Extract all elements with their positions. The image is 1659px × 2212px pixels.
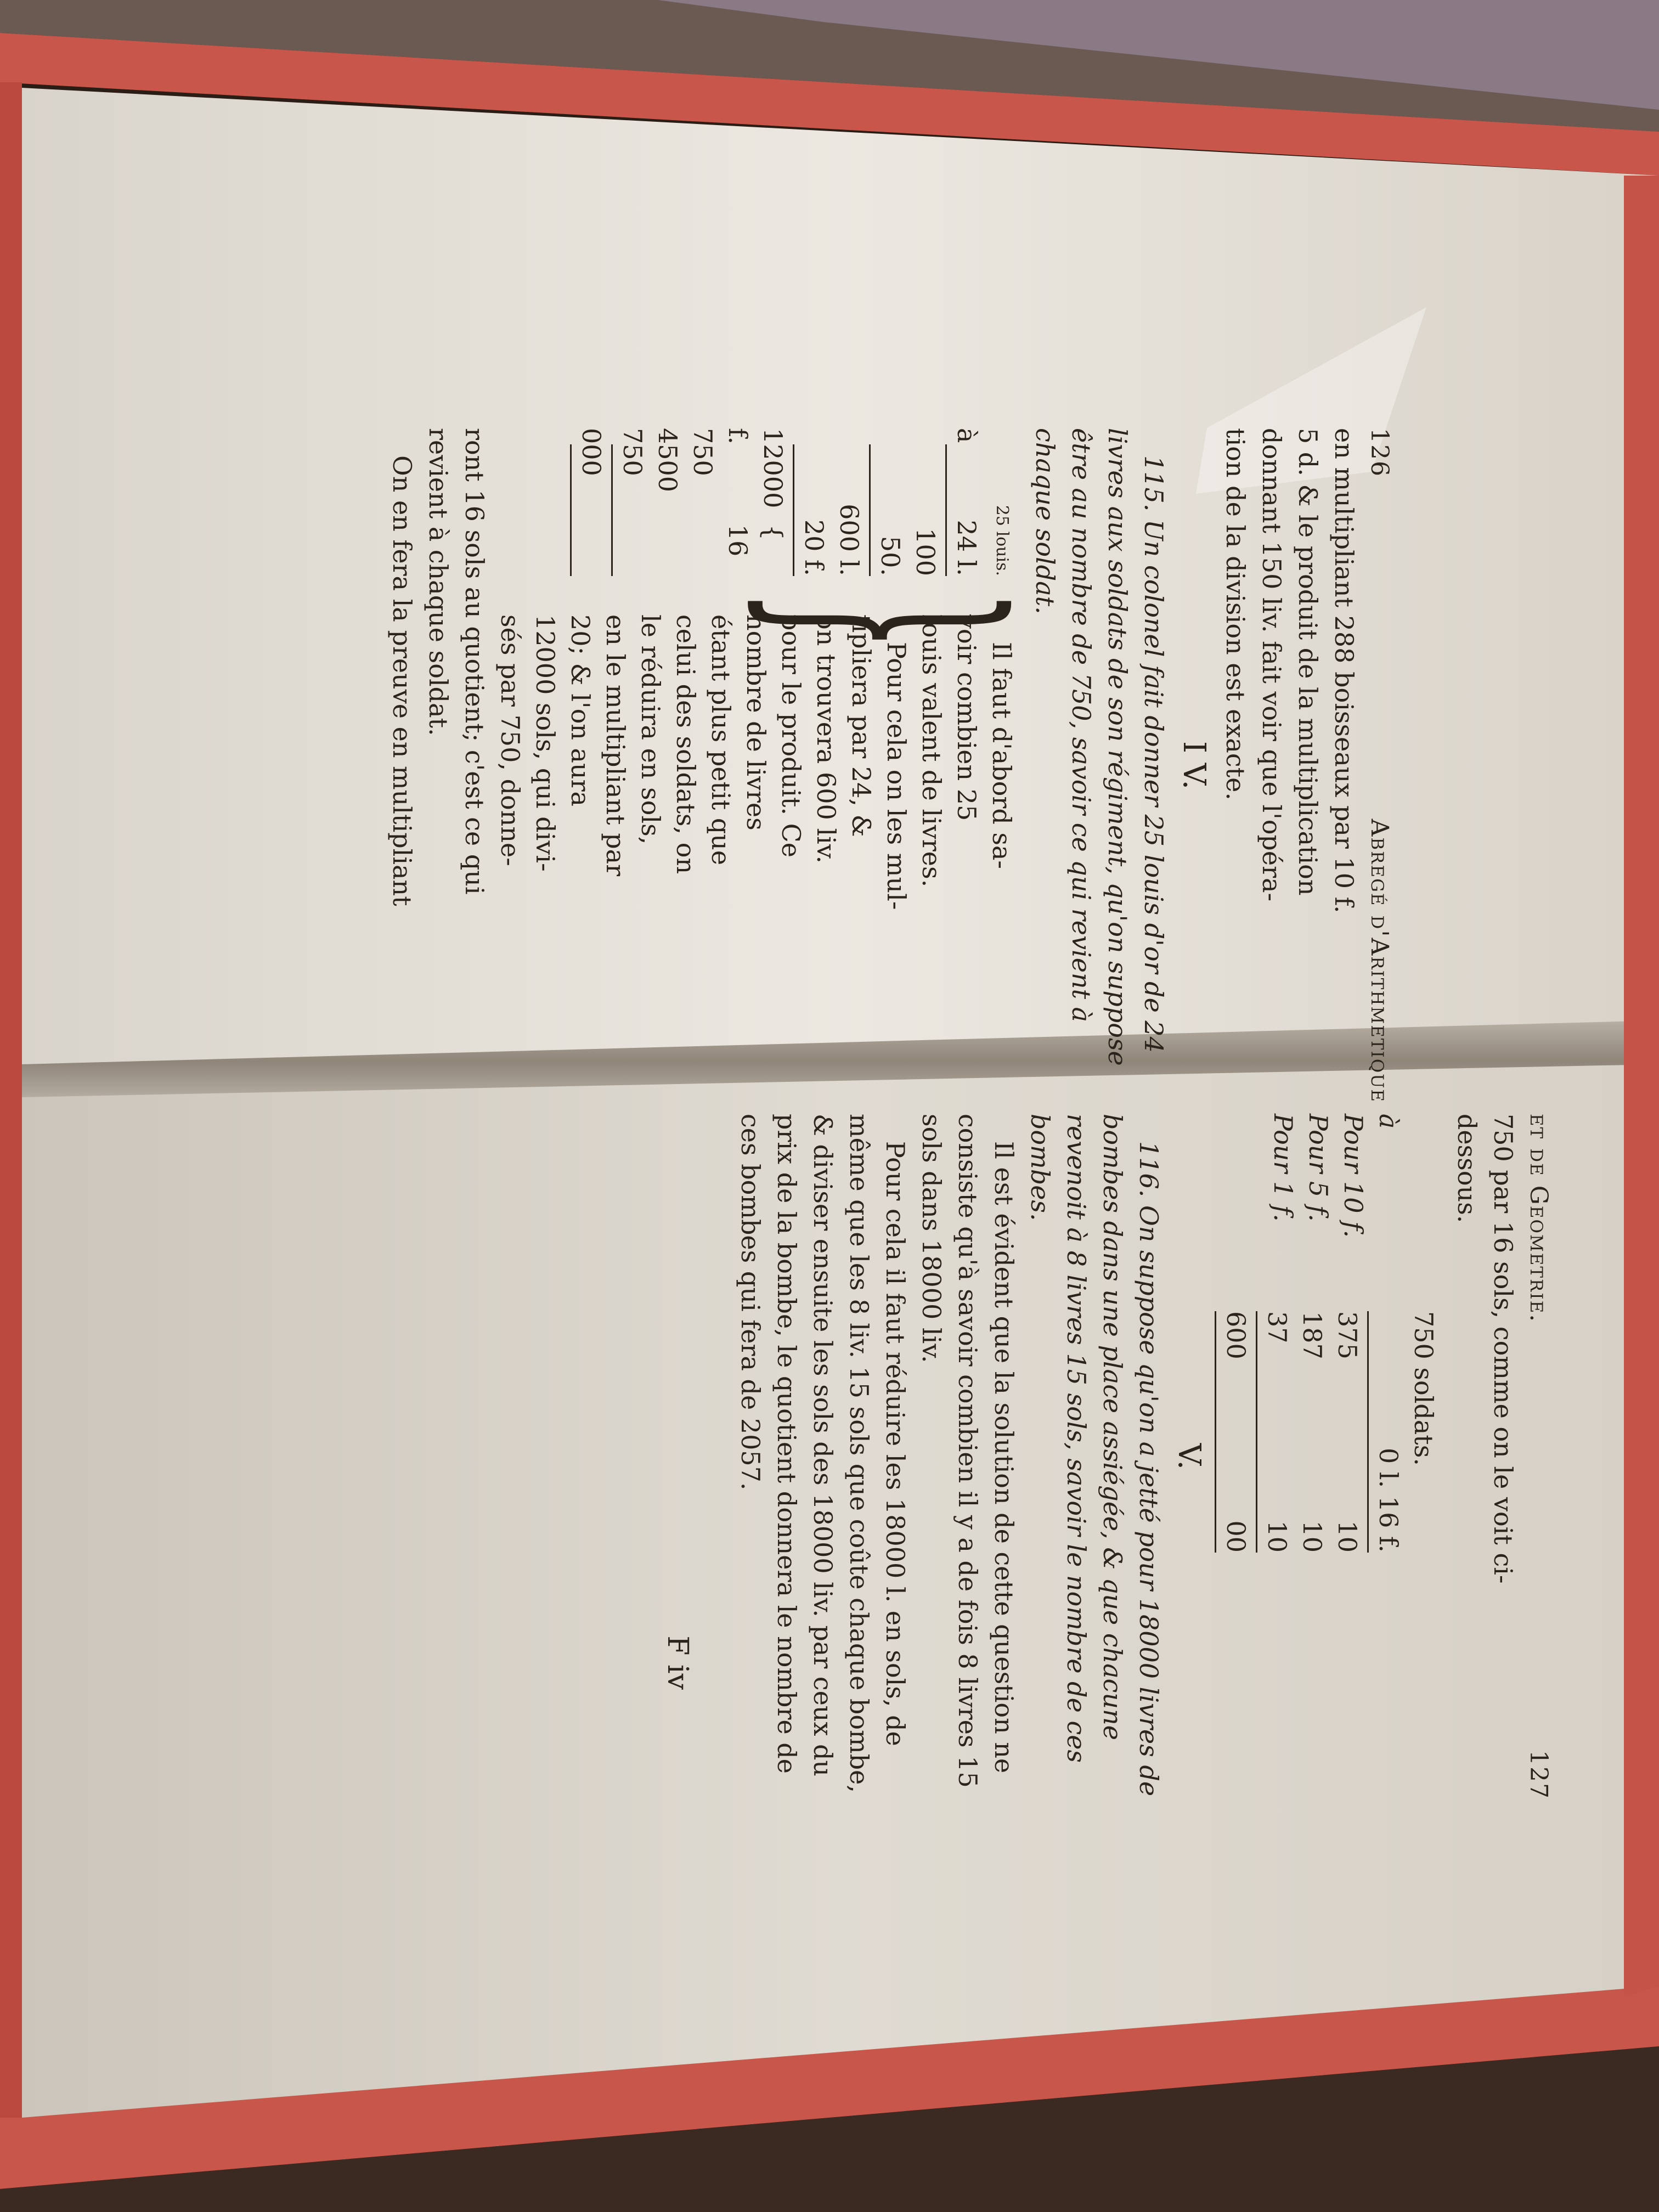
right-intro-line: dessous. [1452, 1114, 1482, 1223]
left-closing-line: ront 16 sols au quotient; c'est ce qui [460, 428, 489, 895]
right-calc-labels: à Pour 10 f. Pour 5 f. Pour 1 f. [1268, 1114, 1403, 1238]
calc-row: à 24 l. [952, 428, 981, 576]
calc-row: 187 10 [1297, 1311, 1327, 1553]
calc-row: 750 [618, 428, 647, 476]
red-page-edge-right [1624, 176, 1659, 1997]
left-calculation-block [493, 428, 1059, 1103]
left-section-title: I V. [1176, 741, 1212, 790]
right-calculation-block [1212, 1114, 1441, 1799]
signature-mark: F iv [661, 1635, 694, 1690]
calc-row: 37 10 [1262, 1311, 1292, 1553]
right-calc-head-label: 750 soldats. [1409, 1311, 1438, 1466]
calc-row: 100 [911, 528, 940, 576]
calc-row: 600 l. [834, 504, 864, 576]
calc-row: 4500 [653, 428, 682, 493]
left-intro-line: donnant 150 liv. fait voir que l'opéra- [1257, 428, 1286, 902]
left-calc-column [493, 428, 1019, 576]
right-page [661, 1114, 1553, 1799]
right-paragraph: Il est évident que la solution de cette question ne consiste qu'à savoir combien il y a de fois 8 livres 15 sols dans 18000 liv. [917, 1114, 1019, 1788]
calc-total-row: 600 00 [1221, 1311, 1251, 1553]
calc-row: 000 [577, 428, 606, 476]
right-problem-text: 116. On suppose qu'on a jetté pour 18000 livres de bombes dans une place assiégée, & que chacune revenoit à 8 livres 15 sols, savoir le nombre de ces bombes. [1025, 1114, 1164, 1797]
calc-row: 12000 f. { 16 [723, 428, 788, 557]
left-intro-line: tion de la division est exacte. [1221, 428, 1250, 800]
calc-head: 25 louis. [992, 505, 1012, 576]
calc-row: 50. [876, 535, 905, 576]
left-intro-line: 5 d. & le produit de la multiplication [1293, 428, 1323, 896]
left-page-header [1365, 428, 1393, 1103]
right-page-number: 127 [1525, 1750, 1553, 1799]
calc-row: 20 f. [799, 519, 829, 576]
left-running-title: Abregé d'Arithmetique [1365, 819, 1393, 1103]
right-calc-head-value: 0 l. 16 f. [1374, 1447, 1403, 1553]
right-calc-numbers [1212, 1311, 1441, 1553]
left-intro-line: en multipliant 288 boisseaux par 10 f. [1329, 428, 1359, 913]
right-running-title: et de Geometrie. [1525, 1114, 1553, 1323]
left-page [387, 428, 1393, 1103]
calc-row: 375 10 [1333, 1311, 1362, 1553]
left-page-number: 126 [1365, 428, 1393, 477]
right-section-title: V. [1171, 1443, 1207, 1470]
left-calc-explanation: Il faut d'abord sa- voir combien 25 louis valent de livres. Pour cela on les mul- tipliera par 24, & on trouvera 600 liv. pour le produit. Ce nombre de livres étant plus petit que celui des soldats, on le réduira en sols, en le multipliant par 20; & l'on aura 12000 sols, qui divi- sés par 750, donne- [495, 614, 1017, 910]
left-problem-text: 115. Un colonel fait donner 25 louis d'or de 24 livres aux soldats de son régiment, qu'on suppose être au nombre de 750, savoir ce qui revient à chaque soldat. [1030, 428, 1169, 1066]
left-closing-line: revient à chaque soldat. [424, 428, 453, 736]
right-page-header [1525, 1114, 1553, 1799]
right-paragraph: Pour cela il faut réduire les 18000 l. en sols, de même que les 8 liv. 15 sols que coûte chaque bombe, & diviser ensuite les sols des 18000 liv. par ceux du prix de la bombe, le quotient donnera le nombre de ces bombes qui fera de 2057. [736, 1114, 910, 1793]
curly-brace: } [727, 588, 1059, 652]
red-page-edge-left [0, 82, 22, 2118]
calc-row: 750 [688, 428, 718, 476]
left-closing-line: On en fera la preuve en multipliant [387, 455, 417, 906]
right-intro-line: 750 par 16 sols, comme on le voit ci- [1488, 1114, 1518, 1584]
